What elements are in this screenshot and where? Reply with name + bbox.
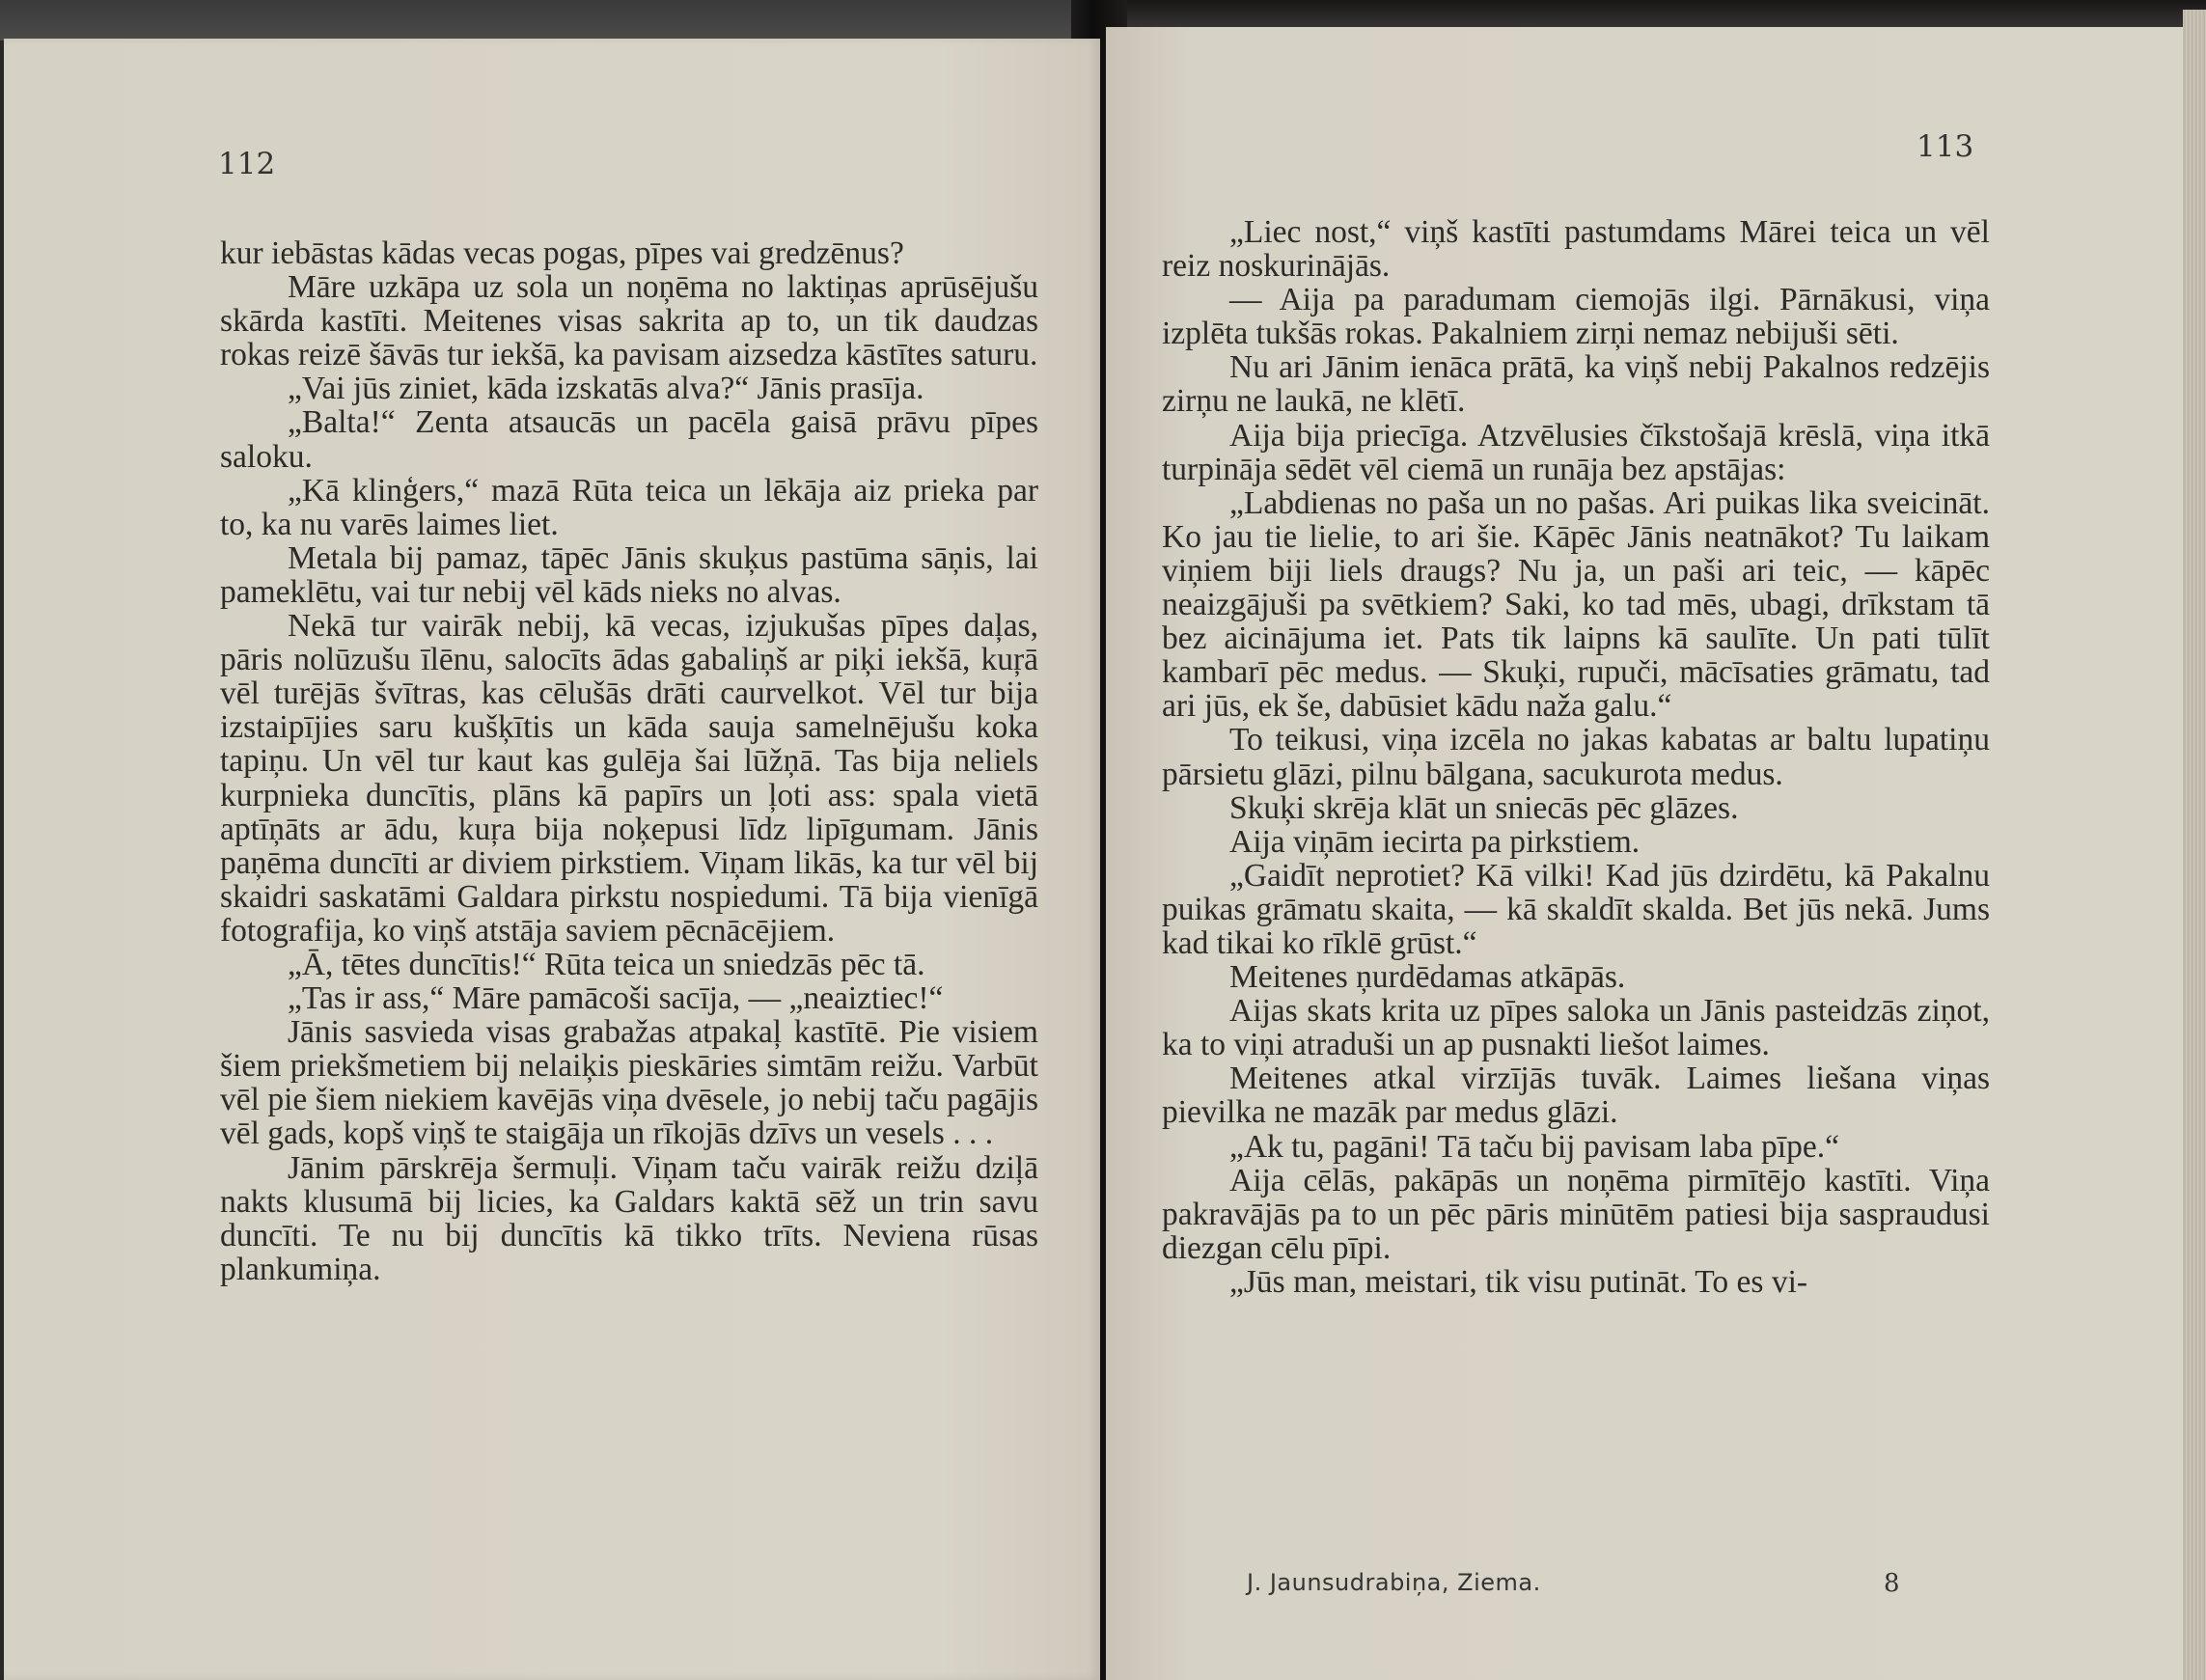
paragraph: kur iebāstas kādas vecas pogas, pīpes vai gredzēnus? [220, 235, 904, 271]
paragraph: Meitenes ņurdēdamas atkāpās. [1229, 959, 1626, 996]
paragraph: „Ā, tētes duncītis!“ Rūta teica un sniedzās pēc tā. [288, 946, 925, 982]
paragraph: Jānis sasvieda visas grabažas atpakaļ kastītē. Pie visiem šiem priekšmetiem bij nelaiķis pieskāries simtām reižu. Varbūt vēl pie šiem niekiem kavējās viņa dvēsele, jo nebij taču pagājis vēl gads, kopš viņš te staigāja un rīkojās dzīvs un vesels . . . [220, 1014, 1038, 1152]
paragraph: Aijas skats krita uz pīpes saloka un Jānis pasteidzās ziņot, ka to viņi atraduši un ap pusnakti liešot laimes. [1162, 993, 1990, 1063]
paragraph: Skuķi skrēja klāt un sniecās pēc glāzes. [1229, 789, 1739, 826]
paragraph: „Jūs man, meistari, tik visu putināt. To es vi- [1229, 1263, 1808, 1300]
paragraph: Jānim pārskrēja šermuļi. Viņam taču vairāk reižu dziļā nakts klusumā bij licies, ka Galdars kaktā sēž un trin savu duncīti. Te nu bij duncītis kā tikko trīts. Neviena rūsas plankumiņa. [220, 1149, 1038, 1287]
signature-mark: 8 [1884, 1569, 1901, 1598]
paragraph: Nekā tur vairāk nebij, kā vecas, izjukušas pīpes daļas, pāris nolūzušu īlēnu, salocīts ādas gabaliņš ar piķi iekšā, kuŗā vēl turējās švītras, kas cēlušās drāti caurvelkot. Vēl tur bija izstaipījies saru kušķītis un kāda sauja samelnējušu koka tapiņu. Un vēl tur kaut kas gulēja šai lūžņā. Tas bija neliels kurpnieka duncītis, plāns kā papīrs un ļoti ass: spala vietā aptīņāts ar ādu, kuŗa bija noķepusi līdz lipīgumam. Jānis paņēma duncīti ar diviem pirkstiem. Viņam likās, ka tur vēl bij skaidri saskatāmi Galdara pirkstu nospiedumi. Tā bija vienīgā fotografija, ko viņš atstāja saviem pēcnācējiem. [220, 608, 1038, 949]
paragraph: Aija bija priecīga. Atzvēlusies čīkstošajā krēslā, viņa itkā turpināja sēdēt vēl ciemā un runāja bez apstājas: [1162, 417, 1990, 487]
paragraph: — Aija pa paradumam ciemojās ilgi. Pārnākusi, viņa izplēta tukšās rokas. Pakalniem zirņi nemaz nebijuši sēti. [1162, 282, 1990, 352]
paragraph: „Labdienas no paša un no pašas. Ari puikas lika sveicināt. Ko jau tie lielie, to ari šie. Kāpēc Jānis neatnākot? Tu laikam viņiem biji liels draugs? Nu ja, un paši ari teic, — kāpēc neaizgājuši pa svētkiem? Saki, ko tad mēs, ubagi, drīkstam tā bez aicinājuma iet. Pats tik laipns kā saulīte. Un pati tūlīt kambarī pēc medus. — Skuķi, rupuči, mācīsaties grāmatu, tad ari jūs, ek še, dabūsiet kādu naža galu.“ [1162, 484, 1990, 725]
scan-background-top-left [0, 0, 1071, 41]
left-page [4, 39, 1100, 1680]
paragraph: Aija viņām iecirta pa pirkstiem. [1229, 823, 1641, 860]
page-text [220, 236, 1038, 1286]
paragraph: Nu ari Jānim ienāca prātā, ka viņš nebij Pakalnos redzējis zirņu ne laukā, ne klētī. [1162, 349, 1990, 420]
paragraph: „Balta!“ Zenta atsaucās un pacēla gaisā prāvu pīpes saloku. [220, 404, 1038, 475]
paragraph: „Kā klinģers,“ mazā Rūta teica un lēkāja aiz prieka par to, ka nu varēs laimes liet. [220, 472, 1038, 542]
paragraph: Māre uzkāpa uz sola un noņēma no laktiņas aprūsējušu skārda kastīti. Meitenes visas sakrita ap to, un tik daudzas rokas reizē šāvās tur iekšā, ka pavisam aizsedza kāstītes saturu. [220, 269, 1038, 373]
paragraph: „Gaidīt neprotiet? Kā vilki! Kad jūs dzirdētu, kā Pakalnu puikas grāmatu skaita, — kā skaldīt skalda. Bet jūs nekā. Jums kad tikai ko rīklē grūst.“ [1162, 857, 1990, 961]
paragraph: Aija cēlās, pakāpās un noņēma pirmītējo kastīti. Viņa pakravājās pa to un pēc pāris minūtēm patiesi bija saspraudusi diezgan cēlu pīpi. [1162, 1162, 1990, 1266]
footer-book-title: J. Jaunsudrabiņa, Ziema. [1247, 1569, 1541, 1596]
page-number: 112 [218, 147, 276, 181]
paragraph: „Liec nost,“ viņš kastīti pastumdams Mārei teica un vēl reiz noskurinājās. [1162, 214, 1990, 285]
page-footer [1247, 1569, 2019, 1596]
page-edges [2183, 10, 2206, 1680]
paragraph: „Ak tu, pagāni! Tā taču bij pavisam laba pīpe.“ [1229, 1128, 1839, 1165]
paragraph: „Vai jūs ziniet, kāda izskatās alva?“ Jānis prasīja. [288, 371, 924, 407]
page-number: 113 [1916, 129, 1974, 164]
right-page [1106, 27, 2196, 1680]
paragraph: „Tas ir ass,“ Māre pamācoši sacīja, — „neaiztiec!“ [288, 980, 944, 1017]
paragraph: To teikusi, viņa izcēla no jakas kabatas ar baltu lupatiņu pārsietu glāzi, pilnu bālgana, sacukurota medus. [1162, 722, 1990, 792]
paragraph: Meitenes atkal virzījās tuvāk. Laimes liešana viņas pievilka ne mazāk par medus glāzi. [1162, 1060, 1990, 1131]
paragraph: Metala bij pamaz, tāpēc Jānis skuķus pastūma sāņis, lai pameklētu, vai tur nebij vēl kāds nieks no alvas. [220, 539, 1038, 610]
page-text [1162, 215, 1990, 1299]
